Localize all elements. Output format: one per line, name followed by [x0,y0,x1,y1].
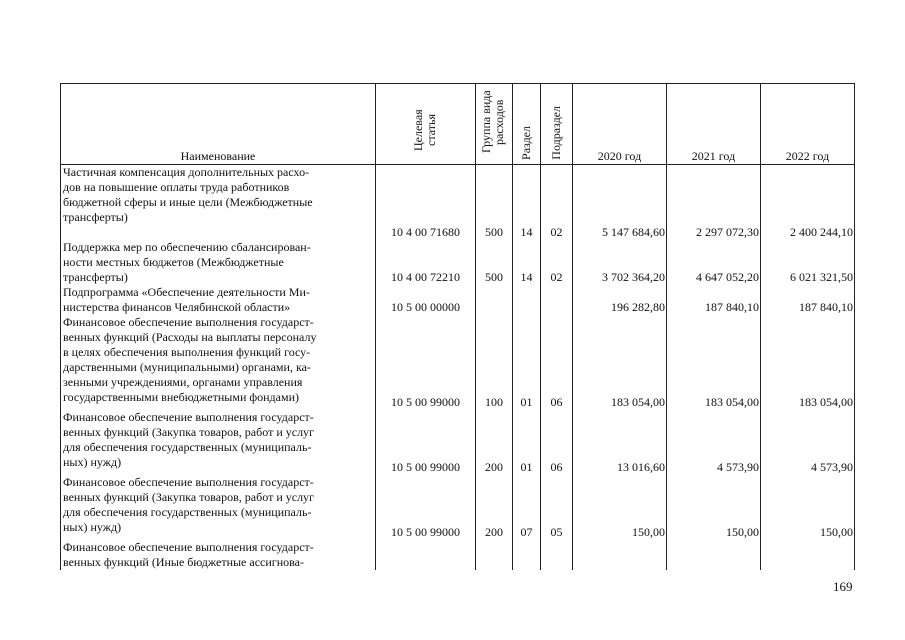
section-cell: 14 [513,240,541,285]
row-name-line: ных) нужд) [63,520,122,534]
row-name-line: ных) нужд) [63,455,122,469]
row-name-line: государственными внебюджетными фондами) [63,390,300,404]
amount-2022-cell: 150,00 [761,475,855,540]
target-article-cell: 10 5 00 99000 [376,410,476,475]
subsection-cell: 02 [541,165,573,241]
header-name-label: Наименование [180,149,256,163]
amount-2021-cell: 150,00 [667,475,761,540]
amount-2020-cell: 13 016,60 [573,410,667,475]
target-article-cell: 10 4 00 71680 [376,165,476,241]
row-name-cell [61,285,376,315]
row-name-cell [61,240,376,285]
header-year-2020-label: 2020 год [597,149,642,163]
table-row [61,240,855,285]
amount-2021-cell [667,540,761,570]
header-expense-group [476,84,513,165]
row-name-line: Финансовое обеспечение выполнения государст- [63,475,314,489]
row-name-line: Финансовое обеспечение выполнения государст- [63,540,314,554]
row-name-line: зенными учреждениями, органами управления [63,375,303,389]
row-name-line: для обеспечения государственных (муниципаль- [63,440,312,454]
expense-group-cell: 500 [476,165,513,241]
header-year-2021 [667,84,761,165]
section-cell: 01 [513,410,541,475]
budget-table [60,83,855,570]
target-article-cell: 10 5 00 00000 [376,285,476,315]
target-article-cell: 10 5 00 99000 [376,475,476,540]
target-article-cell: 10 5 00 99000 [376,315,476,410]
table-row [61,475,855,540]
section-cell [513,540,541,570]
row-name-line: Частичная компенсация дополнительных расхо- [63,165,310,179]
header-target-article [376,84,476,165]
row-name-line: венных функций (Иные бюджетные ассигнова- [63,555,304,569]
row-name-line: Поддержка мер по обеспечению сбалансирован- [63,240,311,254]
row-name-cell [61,540,376,570]
row-name-line: нистерства финансов Челябинской области» [63,300,291,314]
row-name-cell [61,475,376,540]
subsection-cell: 06 [541,410,573,475]
amount-2022-cell [761,540,855,570]
amount-2020-cell: 3 702 364,20 [573,240,667,285]
amount-2021-cell: 2 297 072,30 [667,165,761,241]
subsection-cell: 05 [541,475,573,540]
table-row [61,165,855,241]
table-row [61,285,855,315]
amount-2021-cell: 4 573,90 [667,410,761,475]
section-cell: 07 [513,475,541,540]
header-year-2022-label: 2022 год [785,149,830,163]
subsection-cell: 02 [541,240,573,285]
amount-2022-cell: 6 021 321,50 [761,240,855,285]
table-row [61,540,855,570]
subsection-cell [541,285,573,315]
section-cell: 01 [513,315,541,410]
target-article-cell: 10 4 00 72210 [376,240,476,285]
amount-2020-cell: 183 054,00 [573,315,667,410]
header-year-2020 [573,84,667,165]
page-number: 169 [833,579,853,594]
target-article-cell [376,540,476,570]
section-cell: 14 [513,165,541,241]
table-row [61,315,855,410]
amount-2020-cell: 150,00 [573,475,667,540]
amount-2022-cell: 183 054,00 [761,315,855,410]
header-subsection [541,84,573,165]
header-section-label: Раздел [519,126,533,160]
expense-group-cell: 200 [476,410,513,475]
row-name-line: ности местных бюджетов (Межбюджетные [63,255,284,269]
amount-2021-cell: 183 054,00 [667,315,761,410]
header-section [513,84,541,165]
row-name-line: Финансовое обеспечение выполнения государст- [63,315,314,329]
table-header-row [61,84,855,165]
header-subsection-label: Подраздел [549,106,563,160]
row-name-line: дов на повышение оплаты труда работников [63,180,290,194]
amount-2022-cell: 4 573,90 [761,410,855,475]
row-name-cell [61,165,376,241]
header-expense-group-label: Группа вида расходов [479,90,506,154]
row-name-line: бюджетной сферы и иные цели (Межбюджетные [63,195,313,209]
row-name-line: трансферты) [63,210,128,224]
subsection-cell [541,540,573,570]
row-name-cell [61,315,376,410]
expense-group-cell [476,285,513,315]
amount-2021-cell: 187 840,10 [667,285,761,315]
row-name-line: венных функций (Расходы на выплаты персоналу [63,330,317,344]
row-name-line: венных функций (Закупка товаров, работ и услуг [63,425,314,439]
header-year-2021-label: 2021 год [691,149,736,163]
row-name-cell [61,410,376,475]
amount-2020-cell [573,540,667,570]
amount-2022-cell: 187 840,10 [761,285,855,315]
amount-2020-cell: 196 282,80 [573,285,667,315]
expense-group-cell [476,540,513,570]
row-name-line: дарственными (муниципальными) органами, ка- [63,360,311,374]
row-name-line: Финансовое обеспечение выполнения государст- [63,410,314,424]
amount-2021-cell: 4 647 052,20 [667,240,761,285]
amount-2020-cell: 5 147 684,60 [573,165,667,241]
expense-group-cell: 500 [476,240,513,285]
subsection-cell: 06 [541,315,573,410]
row-name-line: Подпрограмма «Обеспечение деятельности Ми- [63,285,310,299]
row-name-line: трансферты) [63,270,128,284]
row-name-line: для обеспечения государственных (муниципаль- [63,505,312,519]
header-year-2022 [761,84,855,165]
expense-group-cell: 100 [476,315,513,410]
section-cell [513,285,541,315]
expense-group-cell: 200 [476,475,513,540]
header-target-article-label: Целевая статья [410,109,438,151]
amount-2022-cell: 2 400 244,10 [761,165,855,241]
table-row [61,410,855,475]
row-name-line: венных функций (Закупка товаров, работ и услуг [63,490,314,504]
row-name-line: в целях обеспечения выполнения функций госу- [63,345,311,359]
header-name [61,84,376,165]
